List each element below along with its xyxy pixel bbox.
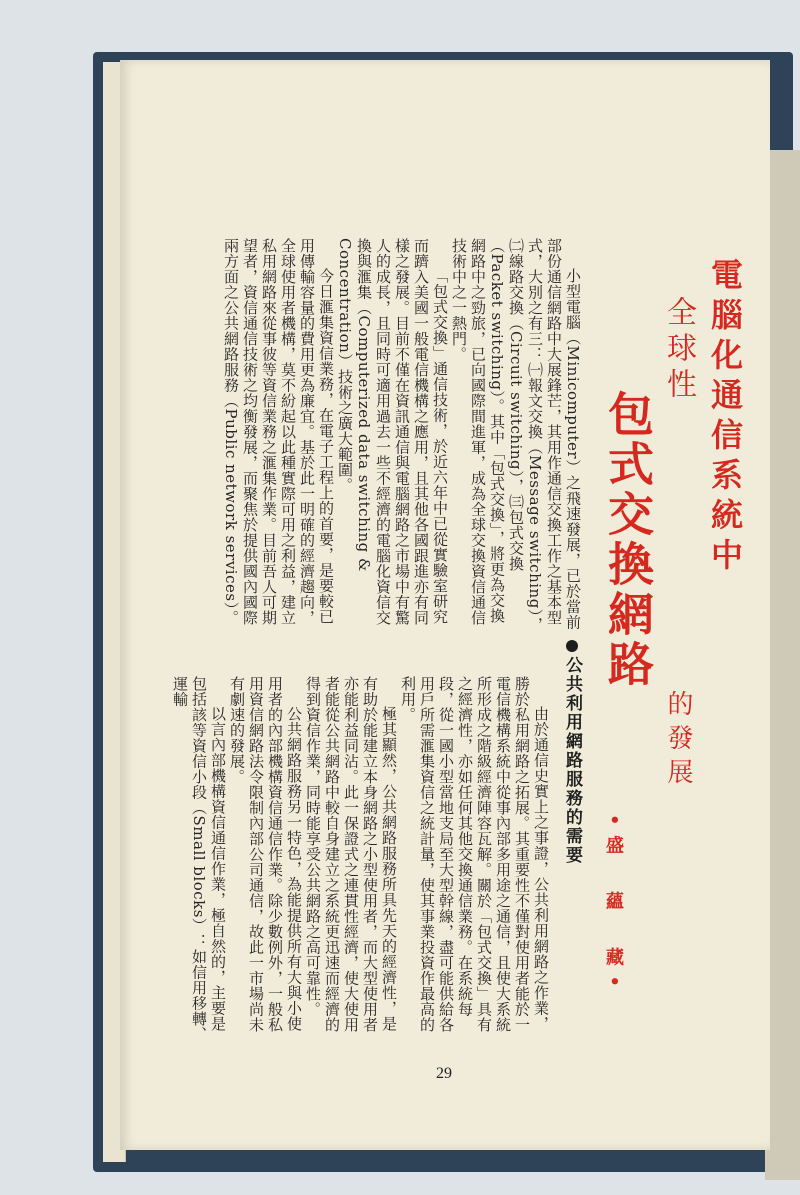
page-number: 29	[436, 1065, 452, 1082]
title-line-2: 全球性	[661, 296, 696, 404]
paragraph: 由於通信史實上之事證，公共利用網路之作業，勝於私用網路之拓展。其重要性不僅對使用者能於一電信機構系統中從事內部多用途之通信，且使大系統所形成之階級經濟陣容瓦解。關於「包式交換」具有之經濟性，亦如任何其他交換通信業務。在系統每段，從一國小型當地支局至大型幹線，盡可能供給各用戶所需滙集資信之統計量，使其事業投資作最高的利用。	[399, 676, 550, 1033]
author: •盛 蘊 藏•	[603, 814, 624, 998]
section-heading	[560, 640, 585, 865]
section-heading-text: 公共利用網路服務的需要	[562, 656, 582, 865]
title-line-1: 電腦化通信系統中	[706, 258, 744, 578]
paragraph: 以言內部機構資信通信作業，極自然的，主要是包括該等資信小段（Small blocks）：如信用移轉、運輸	[171, 676, 227, 1042]
paragraph: 公共網路服務另一特色，為能提供所有大與小使用者的內部機構資信通信作業。除少數例外，一般私用資信網路法令限制內部公司通信，故此一市場尚未有劇速的發展。	[228, 676, 303, 1033]
paragraph: 小型電腦（Minicomputer）之飛速發展，已於當前部份通信網路中大展鋒芒，其用作通信交換工作之基本型式，大別之有三：㈠報文交換（Message switching），㈡線路交換（Circuit switching），㈢包式交換（Packet switching）。其中「包式交換」，將更為交換網路中之勁旅，已向國際間進軍，成為全球交換資信通信技術中之一熱門。	[450, 238, 582, 633]
bullet-icon	[566, 640, 578, 652]
paragraph: 「包式交換」通信技術，於近六年中已從實驗室研究而躋入美國一般電信機構之應用，且其他各國跟進亦有同樣之發展。目前不僅在資訊通信與電腦網路之市場中有驚人的成長，且同時可適用過去一些不經濟的電腦化資信交換與滙集（Computerized data switching & Concentration）技術之廣大範圍。	[336, 238, 449, 626]
paragraph: 極其顯然，公共網路服務所具先天的經濟性，是有助於能建立本身網路之小型使用者，而大型使用者亦能利益同沾。此一保證式之連貫性經濟，使大使用者能從公共網路中較自身建立之系統更迅速而經濟的得到資信作業，同時能享受公共網路之高可靠性。	[304, 676, 398, 1033]
article-body-top	[162, 238, 582, 636]
article-body-bottom	[170, 676, 550, 1042]
title-line-3: 包式交換網路	[601, 390, 655, 690]
paragraph: 今日滙集資信業務，在電子工程上的首要，是要較已用傳輸容量的費用更為廉宜。基於此一明確的經濟趨向，全球使用者機構，莫不紛起以此種實際可用之利益，建立私用網路來從事彼等資信業務之滙集作業。目前吾人可期望者，資信通信技術之均衡發展，而聚焦於提供國內國際兩方面之公共網路服務（Public network services）。	[222, 238, 335, 626]
title-line-4: 的發展	[663, 690, 693, 792]
adjacent-page-edge	[765, 150, 800, 1180]
